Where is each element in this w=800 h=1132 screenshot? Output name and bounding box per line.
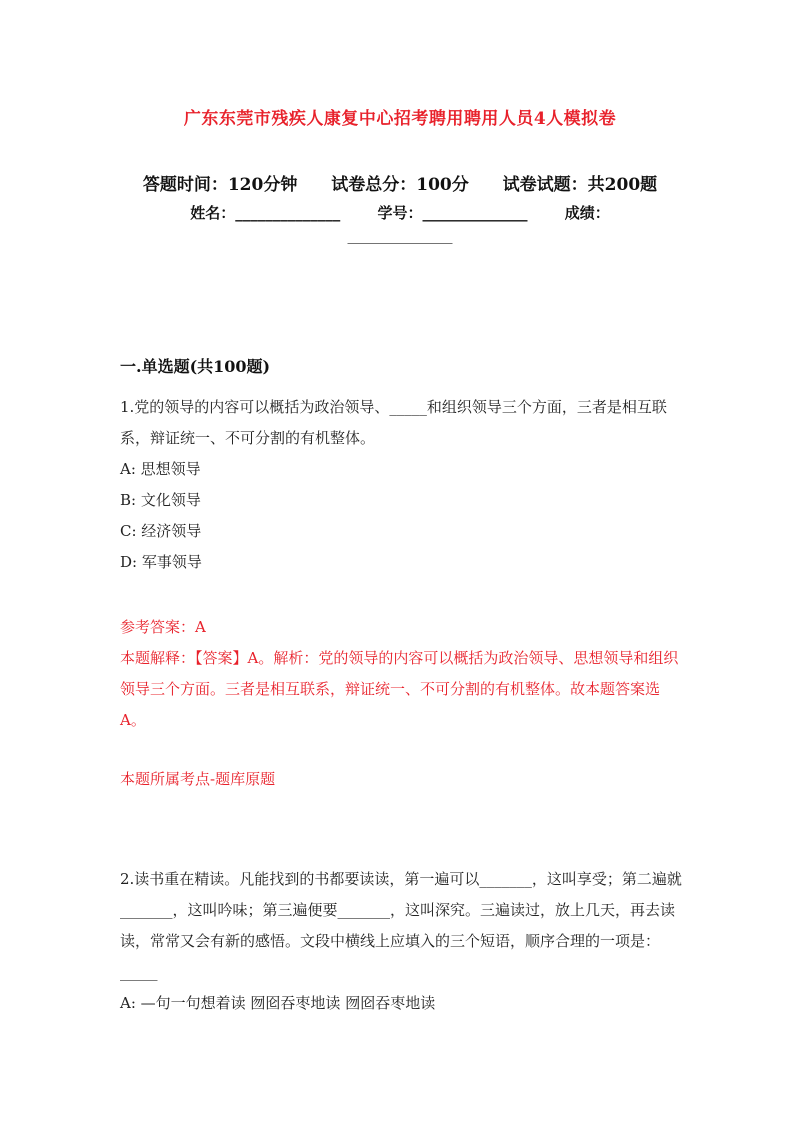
student-id-field: 学号：______________ bbox=[377, 204, 528, 222]
question-1-option-d: D: 军事领导 bbox=[120, 553, 202, 571]
section-title: 一.单选题(共100题) bbox=[120, 357, 271, 376]
question-1-option-c: C: 经济领导 bbox=[120, 522, 202, 540]
question-2-text: 2.读书重在精读。凡能找到的书都要读读，第一遍可以_______，这叫享受；第二遍就_______，这叫吟味；第三遍便要_______，这叫深究。三遍读过，放上几天，再去读读，常常又会有新的感悟。文段中横线上应填入的三个短语，顺序合理的一项是：_____ bbox=[120, 870, 682, 981]
question-2 bbox=[120, 864, 685, 1019]
question-1-topic: 本题所属考点-题库原题 bbox=[120, 770, 276, 788]
question-1-option-a: A: 思想领导 bbox=[120, 460, 201, 478]
exam-title: 广东东莞市残疾人康复中心招考聘用聘用人员4人模拟卷 bbox=[183, 109, 617, 129]
exam-meta bbox=[0, 170, 800, 195]
score-line: ______________ bbox=[347, 226, 453, 244]
question-1 bbox=[120, 392, 685, 578]
exam-total-score: 试卷总分：100分 bbox=[331, 175, 469, 195]
question-1-answer: 参考答案：A bbox=[120, 618, 206, 636]
score-field: 成绩： bbox=[564, 204, 610, 222]
exam-time: 答题时间：120分钟 bbox=[142, 175, 298, 195]
question-2-option-a: A: —句一句想着读 囫囵吞枣地读 囫囵吞枣地读 bbox=[120, 994, 436, 1012]
student-fields bbox=[0, 202, 800, 223]
question-1-explanation: 本题解释：【答案】A。解析：党的领导的内容可以概括为政治领导、思想领导和组织领导三个方面。三者是相互联系，辩证统一、不可分割的有机整体。故本题答案选A。 bbox=[120, 649, 679, 729]
question-1-option-b: B: 文化领导 bbox=[120, 491, 201, 509]
question-1-answer-block bbox=[120, 612, 685, 736]
name-field: 姓名：______________ bbox=[190, 204, 341, 222]
question-1-text: 1.党的领导的内容可以概括为政治领导、_____和组织领导三个方面，三者是相互联系，辩证统一、不可分割的有机整体。 bbox=[120, 398, 667, 447]
exam-question-count: 试卷试题：共200题 bbox=[502, 175, 658, 195]
